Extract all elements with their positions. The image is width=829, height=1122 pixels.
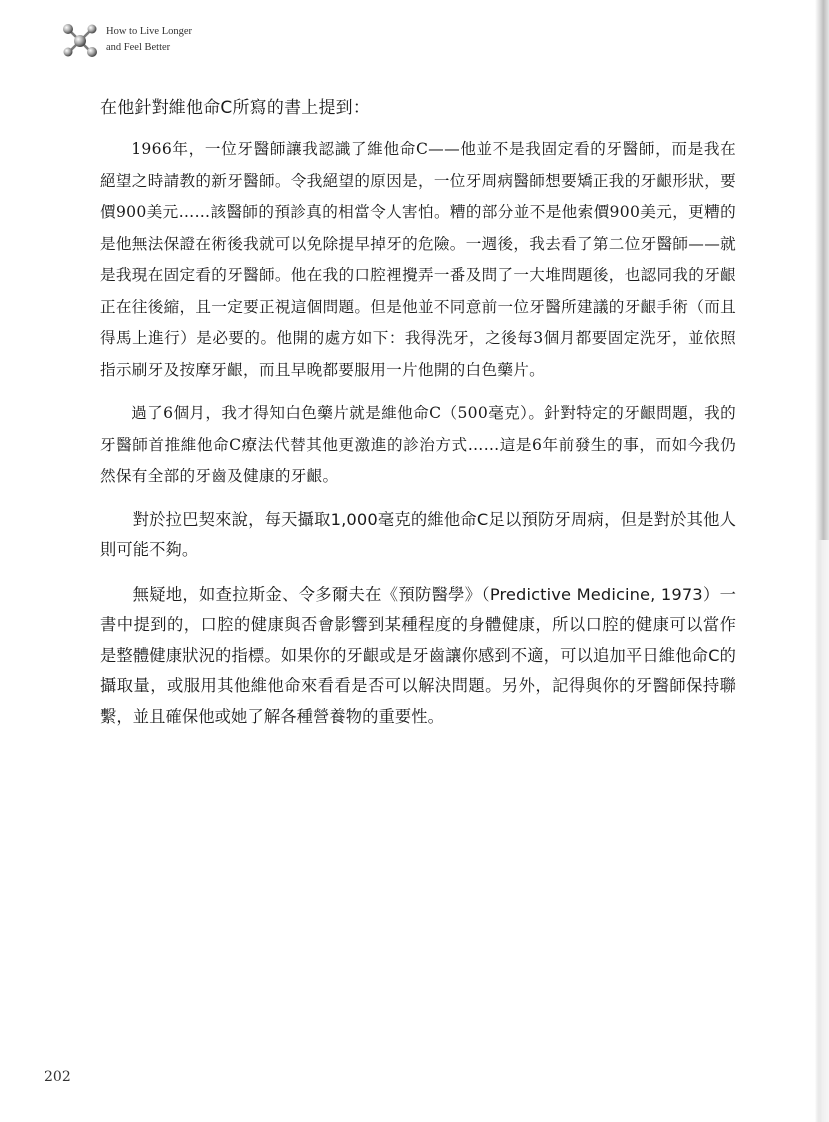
quote-paragraph: 1966年，一位牙醫師讓我認識了維他命C——他並不是我固定看的牙醫師，而是我在絕望之時請教的新牙醫師。令我絕望的原因是，一位牙周病醫師想要矯正我的牙齦形狀，要價900美元……該醫師的預診真的相當令人害怕。糟的部分並不是他索價900美元，更糟的是他無法保證在術後我就可以免除提早掉牙的危險。一週後，我去看了第二位牙醫師——就是我現在固定看的牙醫師。他在我的口腔裡攪弄一番及問了一大堆問題後，也認同我的牙齦正在往後縮，且一定要正視這個問題。但是他並不同意前一位牙醫所建議的牙齦手術（而且得馬上進行）是必要的。他開的處方如下：我得洗牙，之後每3個月都要固定洗牙，並依照指示刷牙及按摩牙齦，而且早晚都要服用一片他開的白色藥片。 [100,140,736,379]
page-content [100,92,736,746]
body-paragraph: 對於拉巴契來說，每天攝取1,000毫克的維他命C足以預防牙周病，但是對於其他人則可能不夠。 [100,509,736,559]
page-edge-shadow-lower [815,540,829,1122]
molecule-logo-icon [62,22,98,58]
intro-sentence: 在他針對維他命C所寫的書上提到： [100,98,371,118]
header-title-line-1: How to Live Longer [106,26,193,37]
header-title [106,24,192,56]
block-quote [100,134,736,493]
running-header [62,22,192,62]
body-paragraph: 無疑地，如查拉斯金、令多爾夫在《預防醫學》（Predictive Medicine, 1973）一書中提到的，口腔的健康與否會影響到某種程度的身體健康，所以口腔的健康可以當作是整體健康狀況的指標。如果你的牙齦或是牙齒讓你感到不適，可以追加平日維他命C的攝取量，或服用其他維他命來看看是否可以解決問題。另外，記得與你的牙醫師保持聯繫，並且確保他或她了解各種營養物的重要性。 [100,584,736,726]
quote-paragraph: 過了6個月，我才得知白色藥片就是維他命C（500毫克）。針對特定的牙齦問題，我的牙醫師首推維他命C療法代替其他更激進的診治方式……這是6年前發生的事，而如今我仍然保有全部的牙齒及健康的牙齦。 [100,404,736,485]
page-number: 202 [44,1069,71,1085]
body-text [100,505,736,733]
header-title-line-2: and Feel Better [106,42,171,53]
